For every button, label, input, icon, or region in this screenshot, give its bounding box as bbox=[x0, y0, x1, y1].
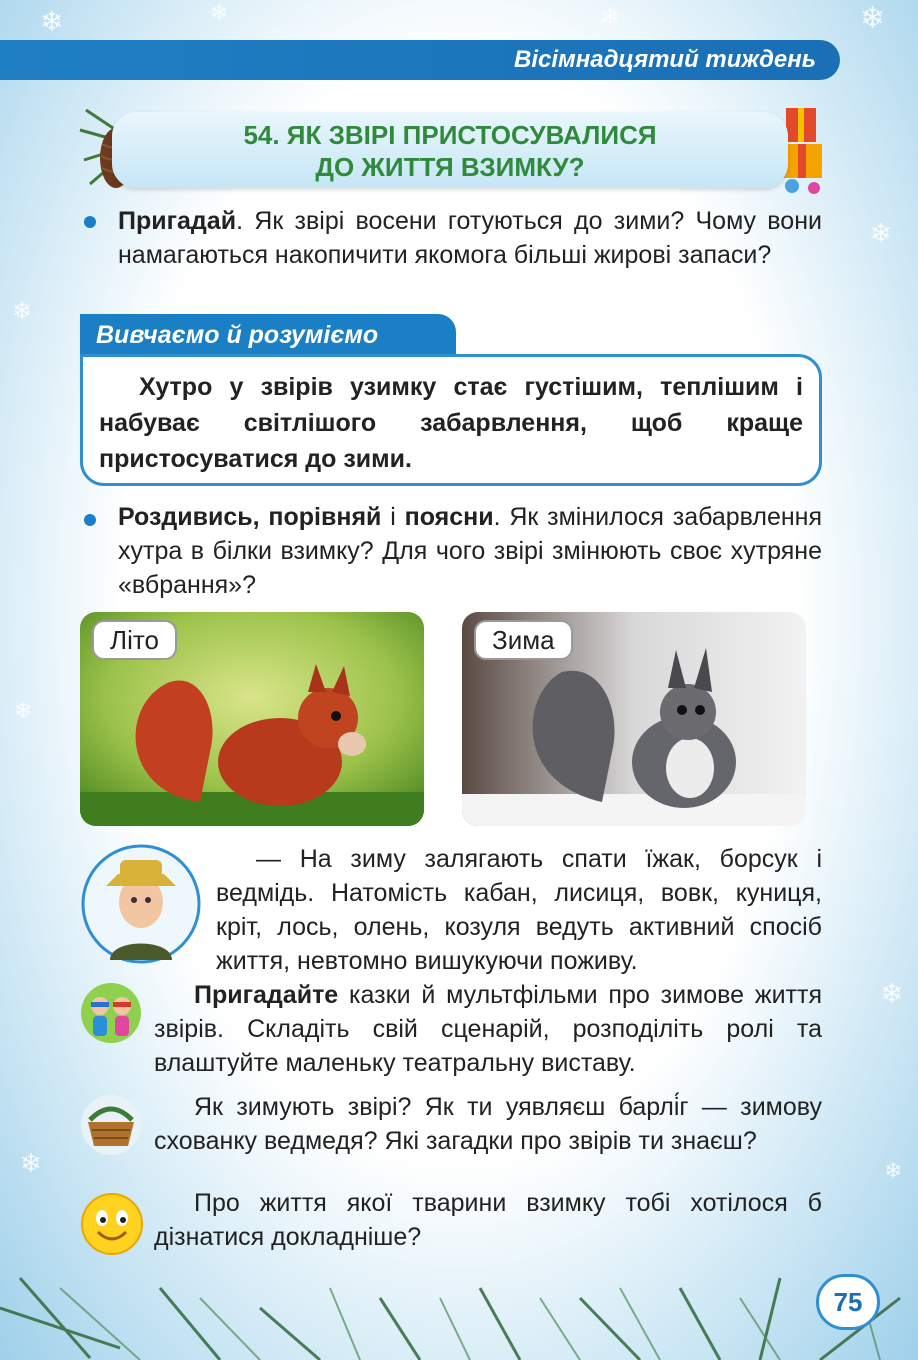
curiosity-paragraph: Про життя якої тварини взимку тобі хотілося б дізнатися докладніше? bbox=[154, 1189, 822, 1251]
pine-branches-decoration bbox=[0, 1268, 918, 1360]
questions-paragraph: Як зимують звірі? Як ти уявляєш барлі́г — зимову схованку ведмедя? Які загадки про звірів ти знаєш? bbox=[154, 1093, 822, 1155]
section-title: Вивчаємо й розуміємо bbox=[96, 321, 379, 349]
smiley-icon bbox=[80, 1192, 144, 1256]
lesson-title-line-1: 54. ЯК ЗВІРІ ПРИСТОСУВАЛИСЯ bbox=[243, 120, 657, 150]
bullet-icon bbox=[84, 514, 96, 526]
section-tab bbox=[80, 314, 456, 356]
recall-lead: Пригадай bbox=[118, 207, 237, 235]
group-task-text: казки й мультфільми про зимове життя звірів. Складіть свій сценарій, розподіліть ролі та влаштуйте маленьку театральну виставу. bbox=[154, 981, 822, 1077]
group-task-paragraph bbox=[154, 978, 822, 1080]
definition-box bbox=[80, 354, 822, 486]
task-text: . Як змінилося забарвлення хутра в білки взимку? Для чого звірі змінюють своє хутряне «вбрання»? bbox=[118, 503, 822, 599]
definition-text: Хутро у звірів узимку стає густішим, теплішим і набуває світлішого забарвлення, щоб краще пристосуватися до зими. bbox=[99, 373, 803, 473]
chapter-title: Вісімнадцятий тиждень bbox=[513, 46, 816, 73]
kids-group-icon bbox=[80, 982, 142, 1044]
group-task-lead: Пригадайте bbox=[194, 981, 339, 1009]
task-paragraph bbox=[118, 500, 822, 602]
summer-label: Літо bbox=[92, 620, 177, 660]
bullet-icon bbox=[84, 216, 96, 228]
task-mid: і bbox=[381, 503, 405, 531]
recall-text: . Як звірі восени готуються до зими? Чому вони намагаються накопичити якомога більші жирові запаси? bbox=[118, 207, 822, 269]
task-lead-1: Роздивись, порівняй bbox=[118, 503, 382, 531]
page-number: 75 bbox=[816, 1274, 880, 1330]
winter-label: Зима bbox=[474, 620, 573, 660]
guide-text: — На зиму залягають спати їжак, борсук і ведмідь. Натомість кабан, лисиця, вовк, куниця, кріт, лось, олень, козуля ведуть активний спосіб життя, невтомно вишукуючи поживу. bbox=[216, 845, 822, 975]
recall-paragraph bbox=[118, 204, 822, 272]
chapter-header-bar bbox=[0, 40, 840, 80]
lesson-title-line-2: ДО ЖИТТЯ ВЗИМКУ? bbox=[315, 152, 585, 182]
guide-avatar-icon bbox=[80, 842, 202, 966]
task-lead-2: поясни bbox=[404, 503, 494, 531]
lesson-title-box bbox=[112, 112, 788, 188]
basket-icon bbox=[80, 1094, 142, 1156]
